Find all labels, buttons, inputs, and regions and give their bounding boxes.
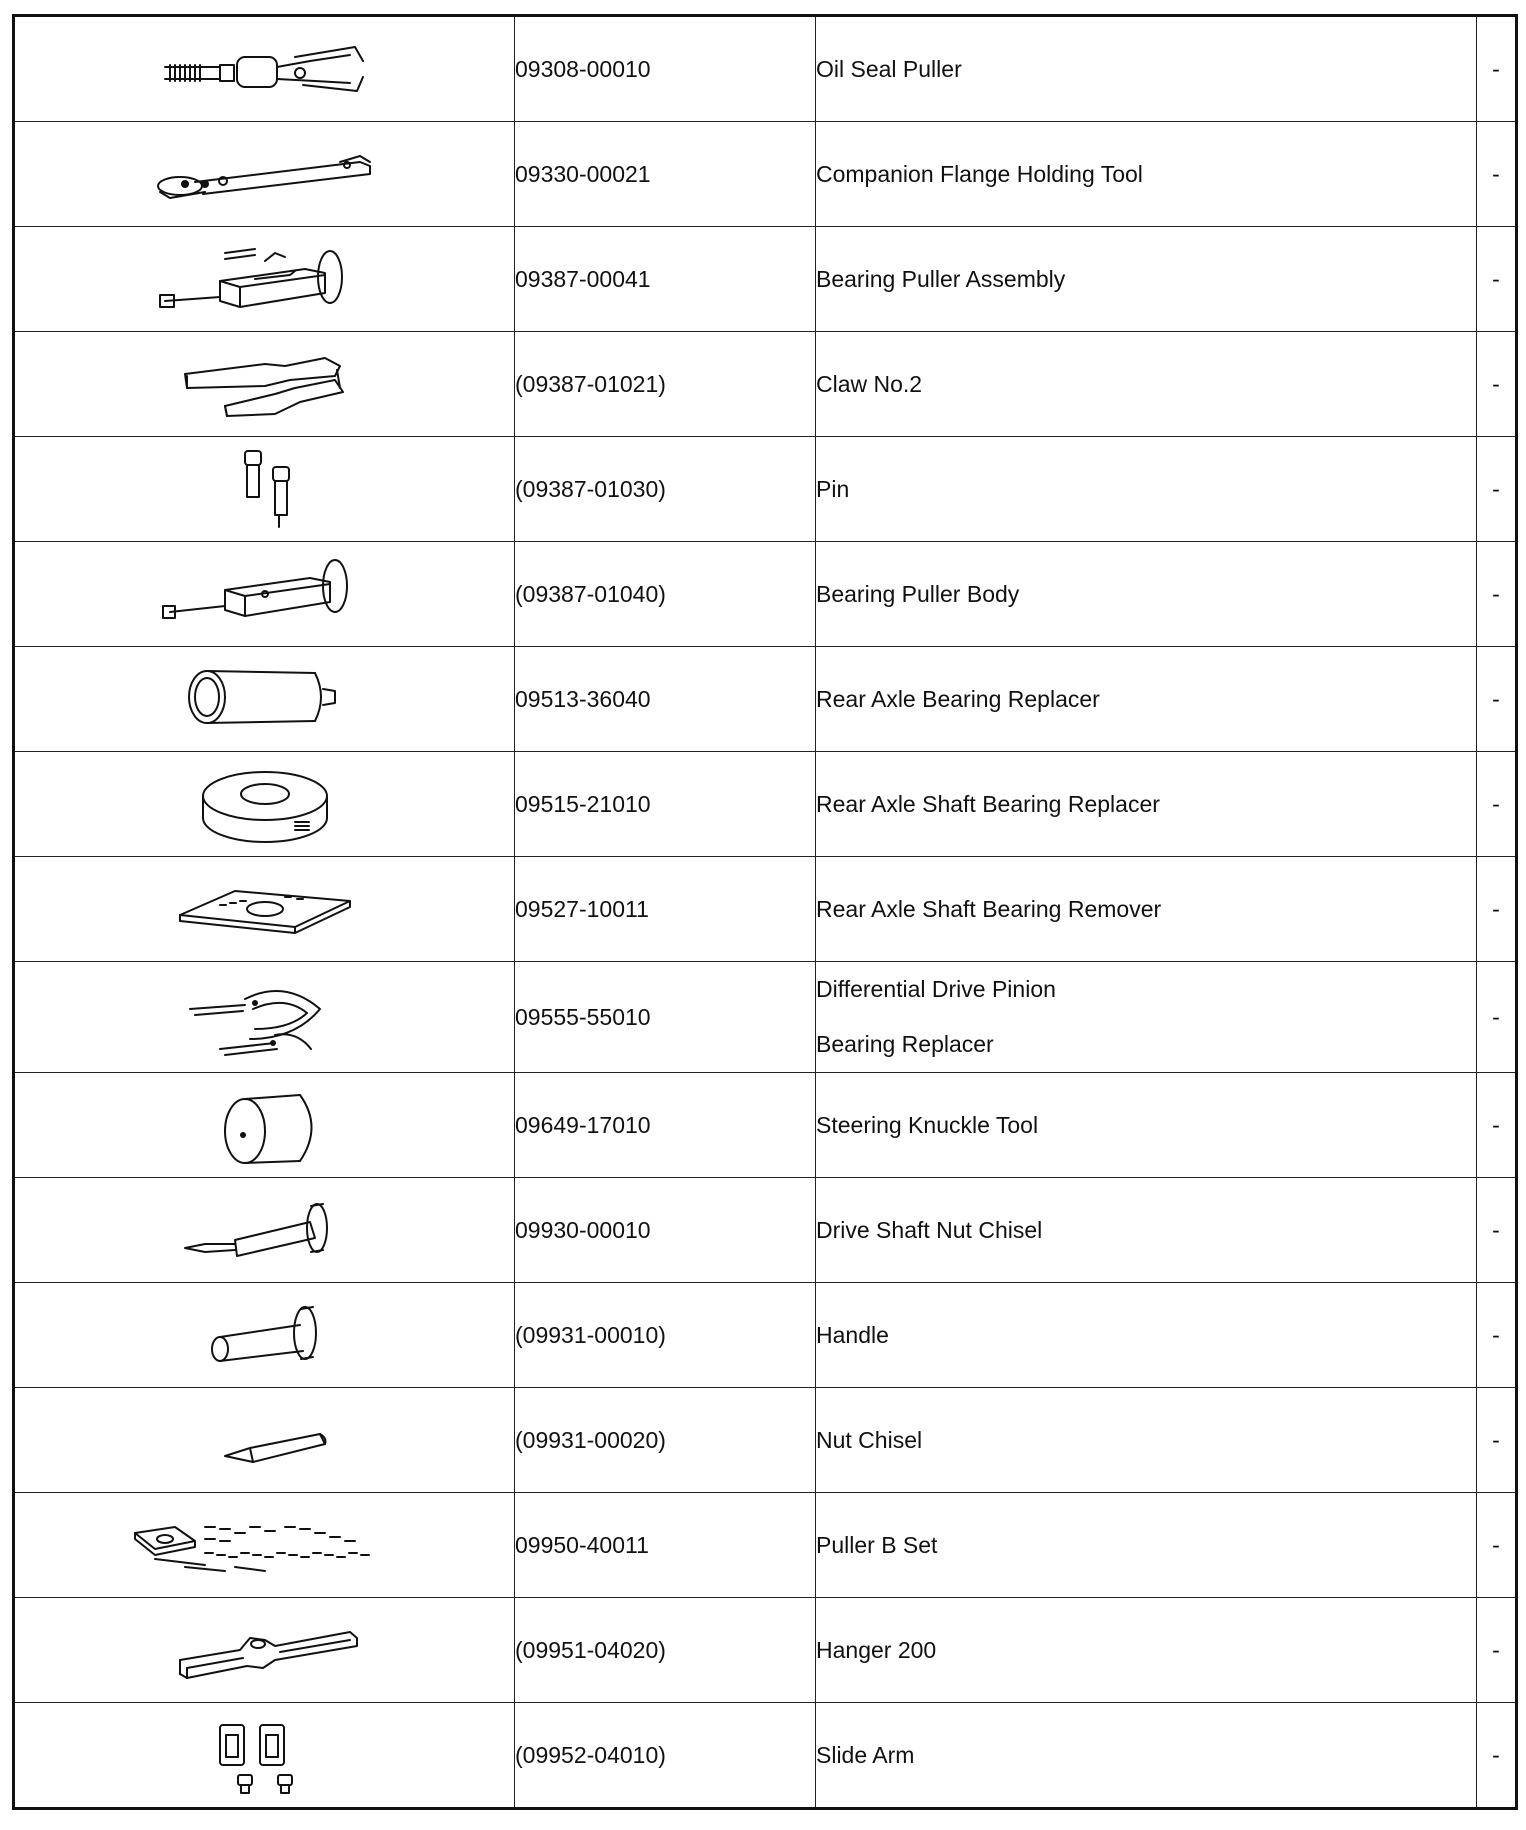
table-row: [14, 227, 1517, 332]
tool-image-cell: [14, 1703, 515, 1809]
part-number: 09649-17010: [515, 1073, 816, 1178]
table-row: [14, 1493, 1517, 1598]
table-row: [14, 122, 1517, 227]
slide-arm-icon: [125, 1707, 405, 1803]
part-number: (09951-04020): [515, 1598, 816, 1703]
tool-name: Nut Chisel: [816, 1388, 1477, 1493]
part-number: 09308-00010: [515, 16, 816, 122]
bearing-puller-assembly-icon: [125, 231, 405, 327]
tool-image-cell: [14, 962, 515, 1073]
note: -: [1477, 1073, 1517, 1178]
note: -: [1477, 16, 1517, 122]
note: -: [1477, 1178, 1517, 1283]
part-number: (09387-01021): [515, 332, 816, 437]
tool-image-cell: [14, 227, 515, 332]
table-row: [14, 332, 1517, 437]
tool-name: Companion Flange Holding Tool: [816, 122, 1477, 227]
note: -: [1477, 227, 1517, 332]
tool-name: Pin: [816, 437, 1477, 542]
table-row: [14, 1598, 1517, 1703]
tool-image-cell: [14, 1388, 515, 1493]
part-number: (09931-00010): [515, 1283, 816, 1388]
special-tools-table: [12, 14, 1518, 1810]
table-row: [14, 962, 1517, 1073]
tool-name: Puller B Set: [816, 1493, 1477, 1598]
table-row: [14, 1283, 1517, 1388]
tool-name: [816, 962, 1477, 1073]
tool-name-line1: Differential Drive Pinion: [816, 976, 1056, 1002]
part-number: 09527-10011: [515, 857, 816, 962]
part-number: (09952-04010): [515, 1703, 816, 1809]
table-row: [14, 857, 1517, 962]
note: -: [1477, 1598, 1517, 1703]
tool-name: Rear Axle Bearing Replacer: [816, 647, 1477, 752]
tool-name: Rear Axle Shaft Bearing Remover: [816, 857, 1477, 962]
tool-name-line2: Bearing Replacer: [816, 1031, 994, 1057]
tool-image-cell: [14, 647, 515, 752]
tool-name: Claw No.2: [816, 332, 1477, 437]
part-number: 09330-00021: [515, 122, 816, 227]
tool-image-cell: [14, 332, 515, 437]
tool-image-cell: [14, 542, 515, 647]
part-number: 09930-00010: [515, 1178, 816, 1283]
chisel-with-handle-icon: [125, 1182, 405, 1278]
remover-plate-icon: [125, 861, 405, 957]
tool-image-cell: [14, 16, 515, 122]
table-row: [14, 752, 1517, 857]
part-number: 09555-55010: [515, 962, 816, 1073]
table-row: [14, 16, 1517, 122]
tool-name: Handle: [816, 1283, 1477, 1388]
tool-image-cell: [14, 1493, 515, 1598]
part-number: 09950-40011: [515, 1493, 816, 1598]
note: -: [1477, 752, 1517, 857]
tool-image-cell: [14, 857, 515, 962]
puller-set-icon: [125, 1497, 405, 1593]
tool-name: Steering Knuckle Tool: [816, 1073, 1477, 1178]
claw-icon: [125, 336, 405, 432]
tool-name: Bearing Puller Body: [816, 542, 1477, 647]
tool-name: Bearing Puller Assembly: [816, 227, 1477, 332]
table-row: [14, 437, 1517, 542]
tool-name: Rear Axle Shaft Bearing Replacer: [816, 752, 1477, 857]
split-collar-puller-icon: [125, 969, 405, 1065]
part-number: (09931-00020): [515, 1388, 816, 1493]
table-row: [14, 1178, 1517, 1283]
note: -: [1477, 962, 1517, 1073]
bearing-puller-body-icon: [125, 546, 405, 642]
tool-image-cell: [14, 437, 515, 542]
note: -: [1477, 542, 1517, 647]
table-row: [14, 542, 1517, 647]
part-number: 09513-36040: [515, 647, 816, 752]
note: -: [1477, 857, 1517, 962]
part-number: 09387-00041: [515, 227, 816, 332]
tool-name: Slide Arm: [816, 1703, 1477, 1809]
tool-name: Drive Shaft Nut Chisel: [816, 1178, 1477, 1283]
part-number: (09387-01040): [515, 542, 816, 647]
note: -: [1477, 1283, 1517, 1388]
note: -: [1477, 437, 1517, 542]
tool-image-cell: [14, 1073, 515, 1178]
table-row: [14, 1073, 1517, 1178]
handle-icon: [125, 1287, 405, 1383]
tool-name: Hanger 200: [816, 1598, 1477, 1703]
pin-icon: [125, 441, 405, 537]
tool-image-cell: [14, 1178, 515, 1283]
flange-holding-tool-icon: [125, 126, 405, 222]
note: -: [1477, 1388, 1517, 1493]
bearing-replacer-cylinder-icon: [125, 651, 405, 747]
note: -: [1477, 122, 1517, 227]
part-number: (09387-01030): [515, 437, 816, 542]
tool-image-cell: [14, 752, 515, 857]
table-row: [14, 1703, 1517, 1809]
chisel-icon: [125, 1392, 405, 1488]
tool-name: Oil Seal Puller: [816, 16, 1477, 122]
ring-replacer-icon: [125, 756, 405, 852]
tool-image-cell: [14, 122, 515, 227]
note: -: [1477, 1703, 1517, 1809]
note: -: [1477, 1493, 1517, 1598]
part-number: 09515-21010: [515, 752, 816, 857]
note: -: [1477, 332, 1517, 437]
table-row: [14, 647, 1517, 752]
table-row: [14, 1388, 1517, 1493]
hanger-bar-icon: [125, 1602, 405, 1698]
oil-seal-puller-icon: [125, 21, 405, 117]
tool-image-cell: [14, 1283, 515, 1388]
note: -: [1477, 647, 1517, 752]
knuckle-cylinder-icon: [125, 1077, 405, 1173]
tool-image-cell: [14, 1598, 515, 1703]
